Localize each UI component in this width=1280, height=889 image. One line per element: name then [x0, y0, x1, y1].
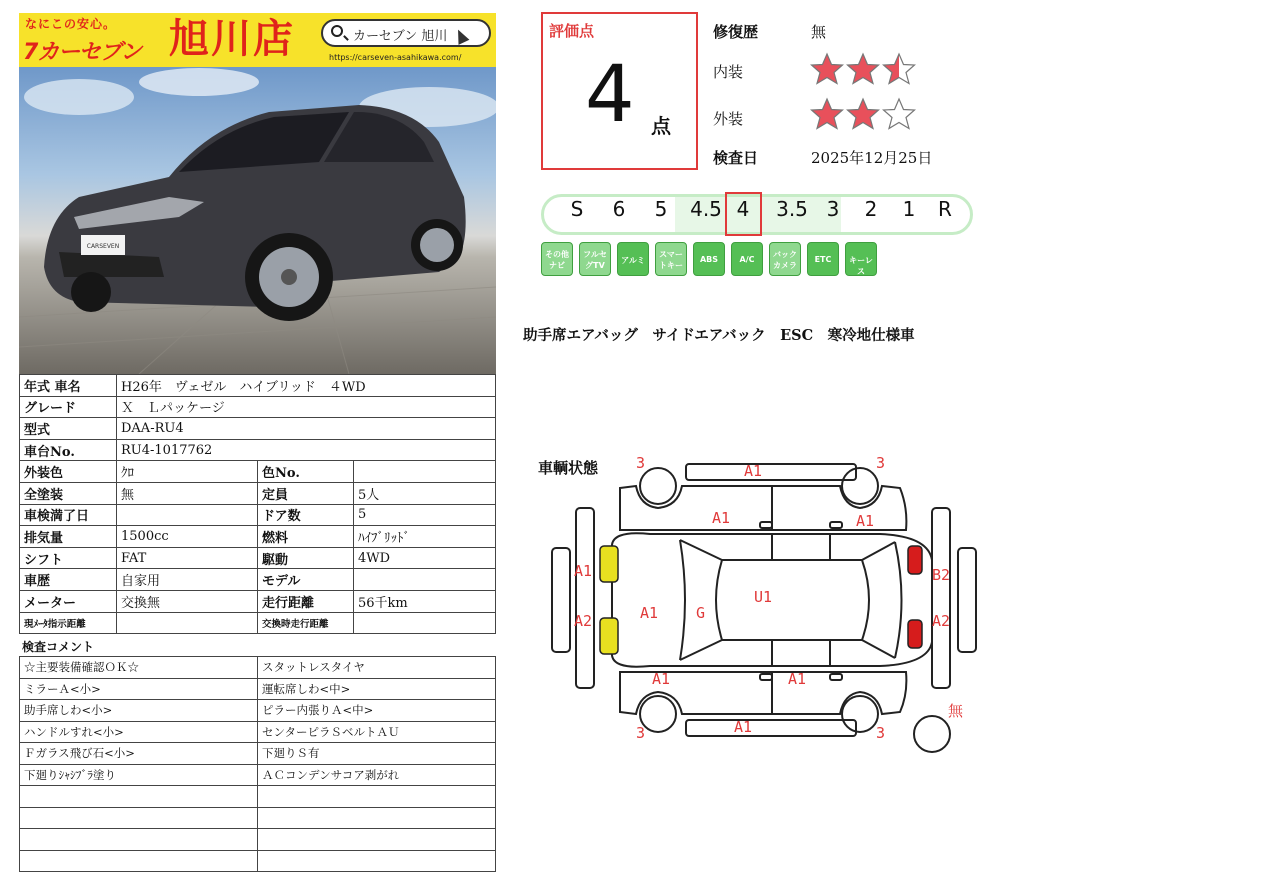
license-plate: CARSEVEN	[86, 243, 120, 250]
comment-cell: スタットレスタイヤ	[258, 657, 496, 679]
ac-icon: A/C	[731, 242, 763, 276]
comment-cell	[258, 829, 496, 851]
grade-S: S	[570, 197, 584, 221]
star-icon	[846, 97, 880, 131]
grade-1: 1	[902, 197, 916, 221]
inspection-date: 検査日 2025年12月25日	[713, 149, 933, 167]
nav-icon: その他ナビ	[541, 242, 573, 276]
star-icon	[846, 52, 880, 86]
label-top-roof: A1	[744, 462, 763, 480]
table-row	[20, 764, 496, 786]
grade-6: 6	[612, 197, 626, 221]
vehicle-diagram	[540, 450, 1000, 760]
table-row: 全塗装 無 定員 5人	[20, 482, 496, 504]
table-row: 排気量 1500cc 燃料 ﾊｲﾌﾞﾘｯﾄﾞ	[20, 526, 496, 548]
table-row: 年式 車名 H26年 ヴェゼル ハイブリッド ４WD	[20, 375, 496, 397]
store-banner	[19, 13, 496, 67]
store-name: 旭川店	[169, 16, 295, 62]
star-icon	[810, 97, 844, 131]
comment-cell	[20, 807, 258, 829]
comment-cell	[20, 850, 258, 872]
interior-rating	[810, 52, 916, 86]
comment-cell: ピラー内張りＡ<中>	[258, 700, 496, 722]
label-hood: A1	[640, 604, 659, 622]
comments-title: 検査コメント	[22, 640, 95, 654]
label-rear-bumper: A2	[932, 612, 951, 630]
comment-cell	[258, 786, 496, 808]
search-icon	[331, 25, 343, 37]
front-lamp-left	[600, 546, 618, 582]
grade-3: 3	[826, 197, 840, 221]
table-row: メーター 交換無 走行距離 56千km	[20, 590, 496, 612]
grade-scale	[541, 194, 973, 235]
back-camera-icon: バックカメラ	[769, 242, 801, 276]
label-roof: U1	[754, 588, 773, 606]
label-bottom-right-tire: 3	[876, 724, 886, 742]
etc-icon: ETC	[807, 242, 839, 276]
score-unit: 点	[651, 114, 671, 138]
interior-label: 内装	[713, 63, 744, 81]
table-row	[20, 829, 496, 851]
store-url[interactable]: https://carseven-asahikawa.com/	[329, 53, 462, 62]
table-row	[20, 678, 496, 700]
grade-2: 2	[864, 197, 878, 221]
grade-R: R	[938, 197, 952, 221]
cursor-icon	[453, 27, 470, 45]
brand-logo: 7カーセブン	[23, 40, 141, 65]
comment-cell: センターピラＳベルトＡＵ	[258, 721, 496, 743]
table-row: 車歴 自家用 モデル	[20, 569, 496, 591]
table-row: 車検満了日 ドア数 5	[20, 504, 496, 526]
tv-icon: フルセグTV	[579, 242, 611, 276]
comment-cell: ☆主要装備確認ＯＫ☆	[20, 657, 258, 679]
label-bottom-front-door: A1	[652, 670, 671, 688]
table-row: 型式 DAA-RU4	[20, 418, 496, 440]
comment-cell: 助手席しわ<小>	[20, 700, 258, 722]
comment-cell	[258, 850, 496, 872]
banner-tagline: なにこの安心。	[25, 17, 117, 31]
smart-key-icon: スマートキー	[655, 242, 687, 276]
table-row	[20, 721, 496, 743]
repair-history: 修復歴 無	[713, 23, 827, 41]
label-rear-door: A1	[856, 512, 875, 530]
label-front-door: A1	[712, 509, 731, 527]
comment-cell: 下廻りＳ有	[258, 743, 496, 765]
score-label: 評価点	[549, 22, 595, 40]
table-row	[20, 743, 496, 765]
abs-icon: ABS	[693, 242, 725, 276]
rear-lamp-left	[908, 546, 922, 574]
comment-cell: ハンドルすれ<小>	[20, 721, 258, 743]
label-front-bumper: A2	[574, 612, 593, 630]
rear-lamp-right	[908, 620, 922, 648]
star-icon	[882, 97, 916, 131]
table-row	[20, 700, 496, 722]
grade-4.5: 4.5	[690, 197, 722, 221]
exterior-rating	[810, 97, 916, 131]
search-box[interactable]	[321, 19, 491, 47]
label-bottom-rear-door: A1	[788, 670, 807, 688]
spec-table	[19, 374, 496, 634]
score-value: 4	[585, 50, 635, 140]
comment-cell	[258, 807, 496, 829]
comment-cell: 運転席しわ<中>	[258, 678, 496, 700]
comment-cell: Ｆガラス飛び石<小>	[20, 743, 258, 765]
table-row	[20, 807, 496, 829]
car-photo	[19, 67, 496, 374]
comment-cell: ＡＣコンデンサコア剥がれ	[258, 764, 496, 786]
grade-5: 5	[654, 197, 668, 221]
label-bottom-left-tire: 3	[636, 724, 646, 742]
label-top-right-tire: 3	[876, 454, 886, 472]
table-row: グレード Ｘ Ｌパッケージ	[20, 396, 496, 418]
exterior-label: 外装	[713, 110, 744, 128]
label-rear-panel: B2	[932, 566, 951, 584]
label-front-left-panel: A1	[574, 562, 593, 580]
table-row: 車台No. RU4-1017762	[20, 439, 496, 461]
label-top-left-tire: 3	[636, 454, 646, 472]
comment-cell	[20, 829, 258, 851]
keyless-icon: キーレス	[845, 242, 877, 276]
wheel-icon: アルミ	[617, 242, 649, 276]
table-row: 現ﾒｰﾀ指示距離 交換時走行距離	[20, 612, 496, 634]
comment-cell	[20, 786, 258, 808]
label-spare: 無	[948, 702, 964, 720]
table-row	[20, 850, 496, 872]
comment-cell: 下廻りｼｬｼﾌﾞﾗ塗り	[20, 764, 258, 786]
grade-3.5: 3.5	[776, 197, 808, 221]
score-box	[541, 12, 698, 170]
table-row: 外装色 ｸﾛ 色No.	[20, 461, 496, 483]
star-icon	[810, 52, 844, 86]
table-row	[20, 657, 496, 679]
table-row	[20, 786, 496, 808]
diagram-title: 車輌状態	[538, 459, 599, 477]
label-windshield: G	[696, 604, 706, 622]
label-bottom-sill: A1	[734, 718, 753, 736]
star-icon	[882, 52, 916, 86]
search-query: カーセブン 旭川	[353, 29, 448, 44]
table-row: シフト FAT 駆動 4WD	[20, 547, 496, 569]
comment-cell: ミラーＡ<小>	[20, 678, 258, 700]
grade-4: 4	[736, 197, 750, 221]
equipment-icons	[541, 242, 877, 276]
feature-list: 助手席エアバッグ サイドエアバック ESC 寒冷地仕様車	[523, 327, 915, 344]
front-lamp-right	[600, 618, 618, 654]
comments-table	[19, 656, 496, 872]
